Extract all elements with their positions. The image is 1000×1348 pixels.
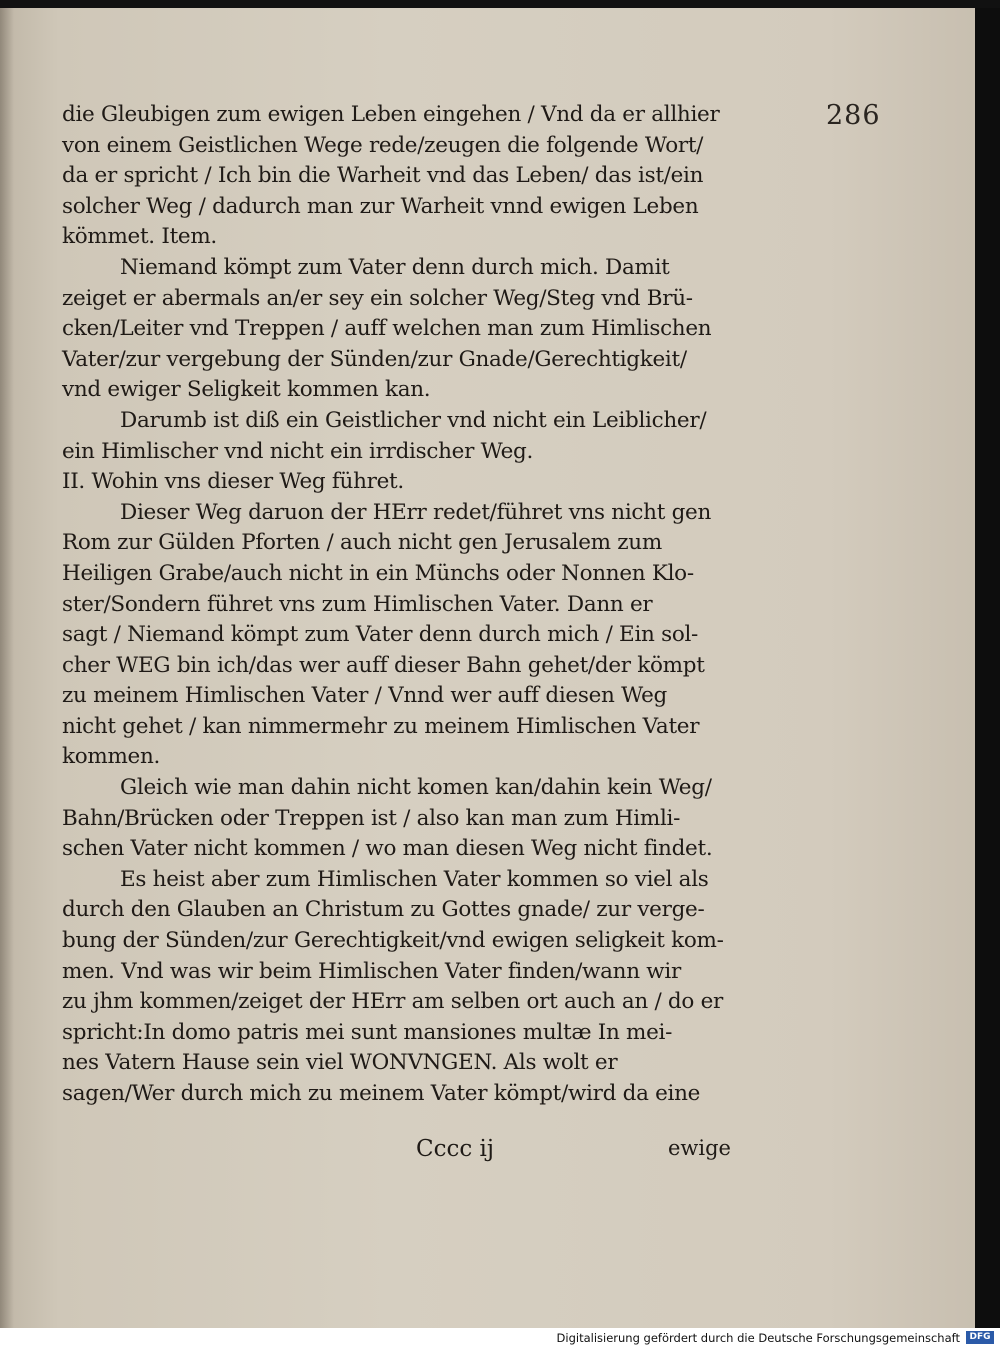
text-line: von einem Geistlichen Wege rede/zeugen die folgende Wort/: [62, 132, 704, 158]
text-line: die Gleubigen zum ewigen Leben eingehen / Vnd da er allhier: [62, 102, 720, 127]
text-line: ein Himlischer vnd nicht ein irrdischer Weg.: [62, 438, 534, 464]
text-line: ster/Sondern führet vns zum Himlischen Vater. Dann er: [62, 591, 653, 617]
footer-bar: [0, 1328, 1000, 1348]
gutter-shadow: [0, 8, 14, 1328]
text-line: bung der Sünden/zur Gerechtigkeit/vnd ewigen seligkeit kom-: [62, 928, 724, 954]
text-line: Bahn/Brücken oder Treppen ist / also kan man zum Himli-: [62, 805, 681, 831]
text-line: sagt / Niemand kömpt zum Vater denn durch mich / Ein sol-: [62, 622, 699, 648]
dfg-logo: DFG: [966, 1331, 994, 1344]
text-line: Dieser Weg daruon der HErr redet/führet vns nicht gen: [120, 499, 712, 525]
text-line: kommen.: [62, 744, 161, 770]
text-line: Rom zur Gülden Pforten / auch nicht gen Jerusalem zum: [62, 530, 662, 556]
text-line: sagen/Wer durch mich zu meinem Vater kömpt/wird da eine: [62, 1081, 701, 1106]
text-line: Niemand kömpt zum Vater denn durch mich. Damit: [120, 254, 670, 280]
text-line: vnd ewiger Seligkeit kommen kan.: [62, 377, 431, 403]
text-line: kömmet. Item.: [62, 224, 217, 250]
text-line: Vater/zur vergebung der Sünden/zur Gnade/Gerechtigkeit/: [62, 346, 687, 372]
funding-credit: Digitalisierung gefördert durch die Deutsche Forschungsgemeinschaft: [556, 1331, 960, 1345]
text-line: nicht gehet / kan nimmermehr zu meinem Himlischen Vater: [62, 713, 700, 739]
text-line: durch den Glauben an Christum zu Gottes gnade/ zur verge-: [62, 897, 705, 923]
page-edge-shadow: [975, 8, 1000, 1328]
text-line: cher WEG bin ich/das wer auff dieser Bahn gehet/der kömpt: [62, 652, 705, 678]
text-line: nes Vatern Hause sein viel WONVNGEN. Als wolt er: [62, 1050, 618, 1076]
text-line: solcher Weg / dadurch man zur Warheit vnnd ewigen Leben: [62, 193, 699, 219]
body-text: [62, 100, 762, 1110]
text-line: zu meinem Himlischen Vater / Vnnd wer auff diesen Weg: [62, 683, 668, 709]
text-line: schen Vater nicht kommen / wo man diesen Weg nicht findet.: [62, 836, 713, 862]
page-number: 286: [826, 100, 881, 131]
catchword: ewige: [668, 1136, 731, 1160]
text-line: zu jhm kommen/zeiget der HErr am selben ort auch an / do er: [62, 989, 723, 1015]
text-line: zeiget er abermals an/er sey ein solcher Weg/Steg vnd Brü-: [62, 285, 693, 311]
text-line: Es heist aber zum Himlischen Vater kommen so viel als: [120, 866, 709, 892]
text-line: spricht:In domo patris mei sunt mansiones multæ In mei-: [62, 1019, 673, 1045]
signature-mark: Cccc ij: [416, 1136, 495, 1162]
book-page: [0, 8, 975, 1328]
text-line: Darumb ist diß ein Geistlicher vnd nicht ein Leiblicher/: [120, 407, 707, 433]
text-line: cken/Leiter vnd Treppen / auff welchen man zum Himlischen: [62, 316, 712, 342]
text-line: men. Vnd was wir beim Himlischen Vater finden/wann wir: [62, 958, 681, 984]
text-line: da er spricht / Ich bin die Warheit vnd das Leben/ das ist/ein: [62, 163, 704, 189]
text-line: II. Wohin vns dieser Weg führet.: [62, 469, 404, 495]
text-line: Gleich wie man dahin nicht komen kan/dahin kein Weg/: [120, 775, 712, 801]
text-line: Heiligen Grabe/auch nicht in ein Münchs oder Nonnen Klo-: [62, 560, 694, 586]
